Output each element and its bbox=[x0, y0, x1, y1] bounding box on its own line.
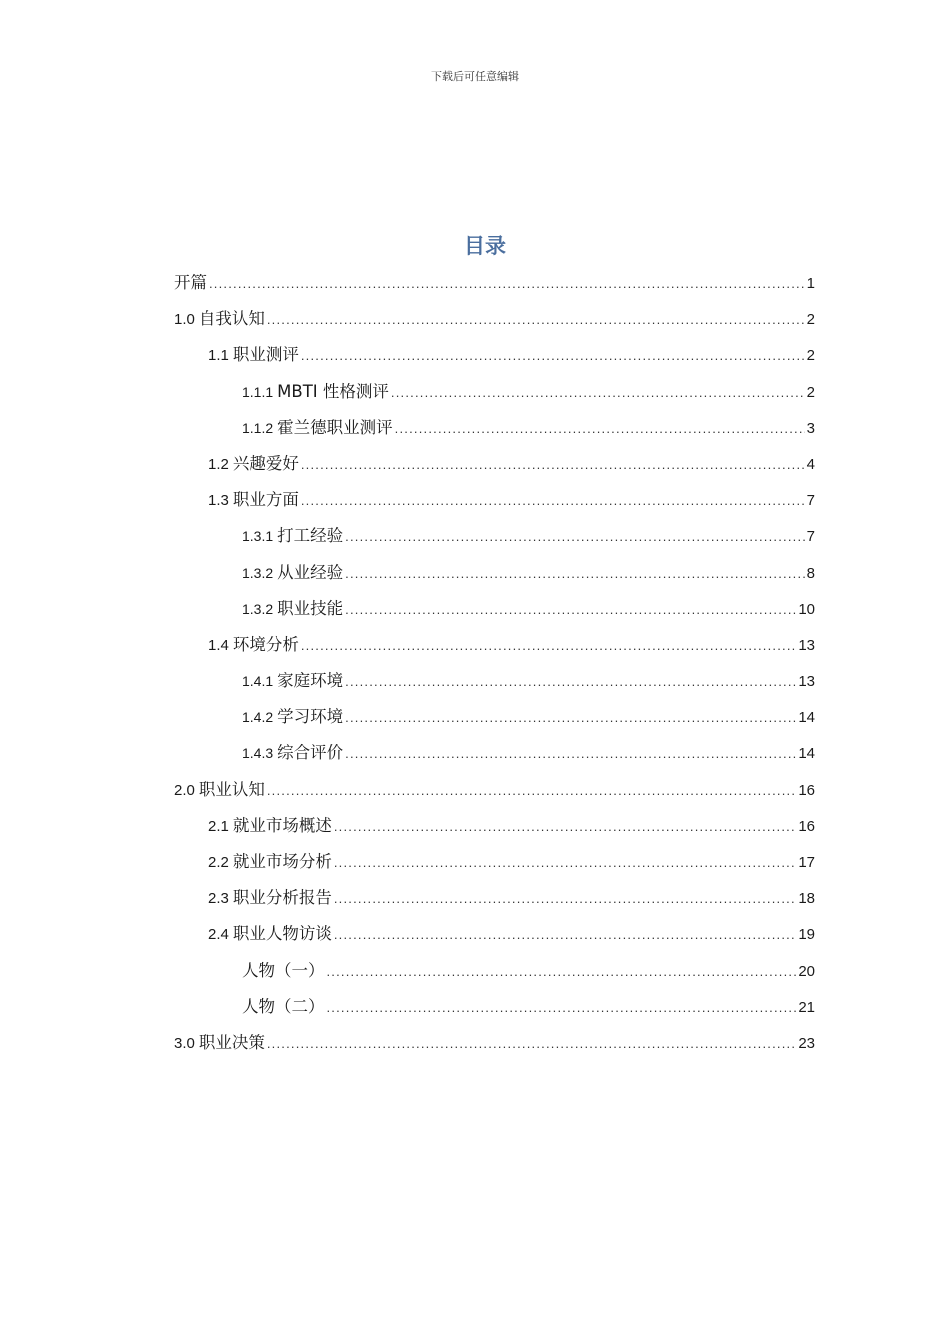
toc-entry-text: 综合评价 bbox=[277, 743, 344, 763]
toc-entry-text: 从业经验 bbox=[277, 562, 344, 582]
toc-entry-text: 霍兰德职业测评 bbox=[277, 417, 393, 437]
toc-entry-label bbox=[208, 844, 332, 881]
toc-entry-number: 1.4.1 bbox=[242, 673, 274, 690]
toc-dot-leader bbox=[334, 845, 796, 881]
toc-entry[interactable] bbox=[174, 699, 815, 735]
toc-entry-label bbox=[242, 989, 325, 1025]
toc-dot-leader bbox=[395, 411, 805, 447]
toc-dot-leader bbox=[345, 556, 805, 592]
toc-dot-leader bbox=[345, 664, 796, 700]
toc-entry-page-number: 13 bbox=[798, 636, 815, 654]
toc-entry-page-number: 4 bbox=[806, 455, 815, 473]
toc-entry-page-number: 2 bbox=[806, 311, 815, 329]
toc-entry-number: 1.4.3 bbox=[242, 745, 274, 762]
toc-dot-leader bbox=[334, 917, 796, 953]
toc-entry-number: 2.0 bbox=[174, 781, 195, 799]
toc-entry[interactable] bbox=[174, 337, 815, 373]
toc-entry[interactable] bbox=[174, 518, 815, 554]
toc-entry-text: 职业技能 bbox=[277, 598, 344, 618]
toc-entry-number: 1.2 bbox=[208, 455, 229, 473]
page-header: 下载后可任意编辑 bbox=[431, 70, 519, 83]
toc-entry-label bbox=[174, 301, 265, 338]
toc-entry-label bbox=[242, 374, 389, 410]
toc-dot-leader bbox=[327, 990, 797, 1026]
toc-dot-leader bbox=[301, 628, 796, 664]
toc-entry-text: 家庭环境 bbox=[277, 671, 344, 691]
toc-entry-text: 就业市场概述 bbox=[232, 815, 332, 835]
toc-dot-leader bbox=[301, 447, 805, 483]
toc-entry[interactable] bbox=[174, 1025, 815, 1061]
toc-entry-text: 职业测评 bbox=[232, 345, 299, 365]
toc-entry-text: 职业决策 bbox=[198, 1032, 265, 1052]
toc-entry[interactable] bbox=[174, 265, 815, 301]
toc-entry-text: 打工经验 bbox=[277, 526, 344, 546]
toc-dot-leader bbox=[345, 592, 796, 628]
toc-entry[interactable] bbox=[174, 627, 815, 663]
toc-entry-page-number: 7 bbox=[806, 492, 815, 510]
toc-entry-label bbox=[242, 591, 343, 627]
toc-entry[interactable] bbox=[174, 735, 815, 771]
toc-entry-page-number: 7 bbox=[806, 528, 815, 546]
toc-entry-label bbox=[242, 555, 343, 591]
toc-entry-label bbox=[208, 482, 299, 519]
toc-dot-leader bbox=[345, 700, 796, 736]
toc-entry-label bbox=[242, 410, 393, 446]
toc-entry-label bbox=[174, 265, 207, 301]
toc-dot-leader bbox=[301, 483, 805, 519]
toc-entry[interactable] bbox=[174, 772, 815, 808]
toc-entry-page-number: 14 bbox=[798, 709, 815, 727]
toc-dot-leader bbox=[267, 1026, 796, 1062]
toc-entry-page-number: 1 bbox=[806, 275, 815, 292]
toc-entry[interactable] bbox=[174, 301, 815, 337]
table-of-contents bbox=[174, 265, 815, 1061]
toc-entry-text: 人物（一） bbox=[242, 960, 325, 980]
toc-entry[interactable] bbox=[174, 989, 815, 1025]
toc-entry[interactable] bbox=[174, 591, 815, 627]
toc-entry[interactable] bbox=[174, 555, 815, 591]
toc-entry-text: 职业认知 bbox=[198, 779, 265, 799]
toc-entry-label bbox=[242, 953, 325, 989]
toc-entry-text: 职业分析报告 bbox=[232, 888, 332, 908]
toc-entry-number: 2.1 bbox=[208, 817, 229, 835]
toc-entry-page-number: 13 bbox=[798, 673, 815, 691]
toc-entry-page-number: 10 bbox=[798, 600, 815, 618]
toc-entry-number: 1.3 bbox=[208, 492, 229, 510]
toc-entry-label bbox=[208, 916, 332, 953]
toc-entry-number: 1.3.1 bbox=[242, 528, 274, 545]
toc-entry-page-number: 18 bbox=[798, 890, 815, 908]
toc-entry-number: 1.1 bbox=[208, 347, 229, 365]
toc-entry[interactable] bbox=[174, 844, 815, 880]
toc-entry-label bbox=[242, 735, 343, 771]
toc-entry-label bbox=[242, 699, 343, 735]
toc-entry[interactable] bbox=[174, 663, 815, 699]
toc-entry[interactable] bbox=[174, 446, 815, 482]
toc-entry[interactable] bbox=[174, 880, 815, 916]
toc-entry-number: 1.3.2 bbox=[242, 600, 274, 617]
toc-dot-leader bbox=[345, 519, 805, 555]
toc-entry-number: 1.1.1 bbox=[242, 383, 274, 400]
toc-entry-label bbox=[208, 880, 332, 917]
toc-entry-label bbox=[174, 1025, 265, 1062]
toc-entry-number: 1.1.2 bbox=[242, 419, 274, 436]
toc-entry-page-number: 14 bbox=[798, 745, 815, 763]
toc-entry-page-number: 17 bbox=[798, 854, 815, 871]
toc-entry-page-number: 20 bbox=[798, 962, 815, 980]
toc-entry[interactable] bbox=[174, 410, 815, 446]
toc-entry-number: 1.3.2 bbox=[242, 564, 274, 581]
toc-entry-number: 1.4 bbox=[208, 636, 229, 654]
toc-entry-text: 环境分析 bbox=[232, 634, 299, 654]
toc-dot-leader bbox=[209, 266, 805, 302]
toc-entry-number: 2.4 bbox=[208, 926, 229, 944]
toc-entry-text: 职业方面 bbox=[232, 490, 299, 510]
toc-dot-leader bbox=[391, 375, 805, 411]
toc-entry[interactable] bbox=[174, 953, 815, 989]
toc-entry[interactable] bbox=[174, 808, 815, 844]
toc-entry-label bbox=[242, 663, 343, 699]
toc-entry-label bbox=[208, 337, 299, 374]
toc-entry-number: 2.2 bbox=[208, 854, 229, 871]
toc-entry-label bbox=[208, 627, 299, 664]
toc-dot-leader bbox=[267, 302, 805, 338]
toc-entry-page-number: 21 bbox=[798, 998, 815, 1016]
toc-dot-leader bbox=[334, 881, 796, 917]
toc-entry-label bbox=[242, 518, 343, 554]
toc-entry[interactable] bbox=[174, 916, 815, 952]
toc-entry-page-number: 23 bbox=[798, 1034, 815, 1052]
toc-entry-label bbox=[208, 446, 299, 483]
toc-entry[interactable] bbox=[174, 482, 815, 518]
toc-title: 目录 bbox=[464, 234, 506, 258]
toc-entry-page-number: 2 bbox=[806, 347, 815, 365]
toc-entry-text: 兴趣爱好 bbox=[232, 453, 299, 473]
toc-entry-page-number: 8 bbox=[806, 564, 815, 582]
toc-entry-page-number: 2 bbox=[806, 383, 815, 401]
toc-entry-label bbox=[174, 772, 265, 809]
toc-entry-number: 1.4.2 bbox=[242, 709, 274, 726]
toc-entry-number: 2.3 bbox=[208, 890, 229, 908]
toc-entry-text: 学习环境 bbox=[277, 707, 344, 727]
toc-entry-number: 1.0 bbox=[174, 311, 195, 329]
toc-entry-text: 职业人物访谈 bbox=[232, 924, 332, 944]
toc-entry-text: 自我认知 bbox=[198, 309, 265, 329]
toc-dot-leader bbox=[327, 954, 797, 990]
toc-entry-page-number: 16 bbox=[798, 817, 815, 835]
toc-entry-page-number: 16 bbox=[798, 781, 815, 799]
toc-entry-text: 就业市场分析 bbox=[232, 852, 332, 871]
toc-dot-leader bbox=[267, 773, 796, 809]
toc-dot-leader bbox=[334, 809, 796, 845]
toc-entry-text: MBTI 性格测评 bbox=[277, 381, 389, 401]
toc-entry-label bbox=[208, 808, 332, 845]
toc-entry-text: 开篇 bbox=[174, 273, 207, 292]
toc-entry[interactable] bbox=[174, 374, 815, 410]
toc-entry-number: 3.0 bbox=[174, 1034, 195, 1052]
toc-entry-page-number: 3 bbox=[806, 419, 815, 437]
toc-dot-leader bbox=[345, 736, 796, 772]
toc-entry-page-number: 19 bbox=[798, 926, 815, 944]
toc-dot-leader bbox=[301, 338, 805, 374]
toc-entry-text: 人物（二） bbox=[242, 996, 325, 1016]
